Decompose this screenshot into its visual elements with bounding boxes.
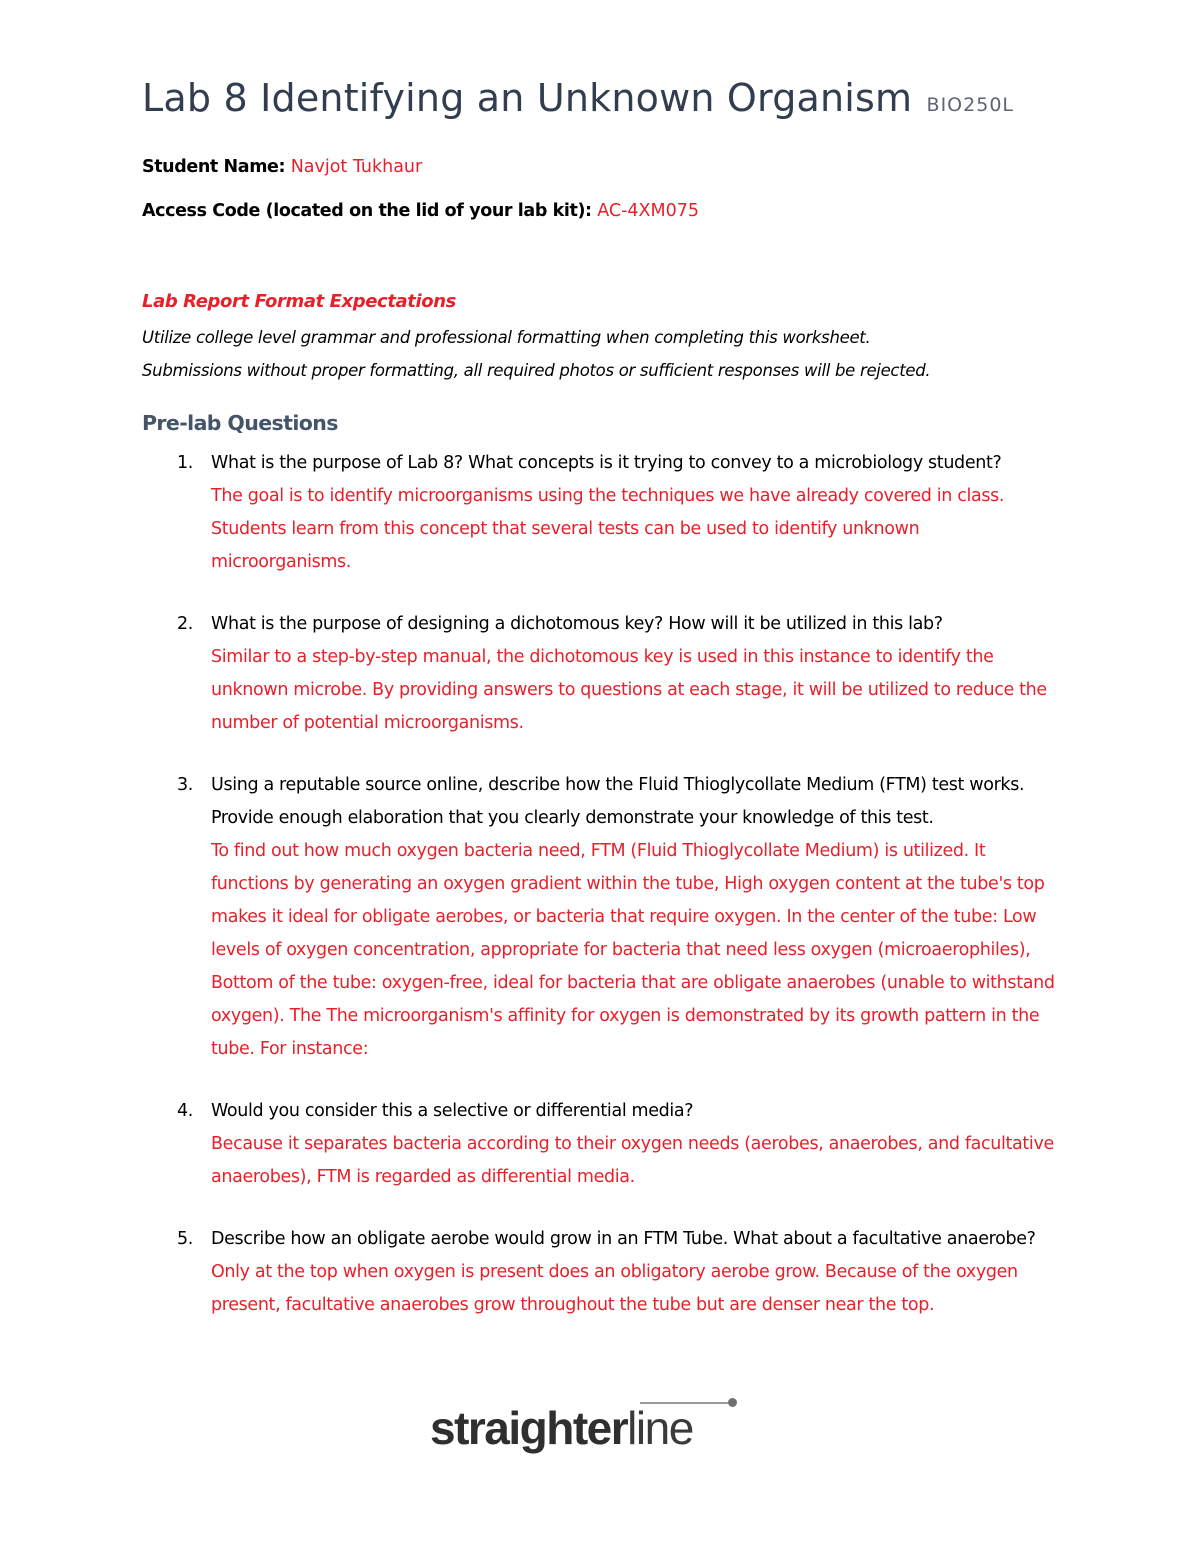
answer-text: Similar to a step-by-step manual, the dichotomous key is used in this instance to identify the unknown microbe. By providing answers to questions at each stage, it will be utilized to reduce the number of potential microorganisms. [211, 647, 1047, 733]
question-text: Using a reputable source online, describe how the Fluid Thioglycollate Medium (FTM) test works. Provide enough elaboration that you clearly demonstrate your knowledge of this test. [211, 775, 1025, 828]
document-title [142, 70, 1062, 133]
access-code-label: Access Code (located on the lid of your lab kit): [142, 201, 592, 221]
question-text: What is the purpose of Lab 8? What concepts is it trying to convey to a microbiology student? [211, 453, 1002, 473]
question-item-3 [142, 769, 1062, 1066]
question-text: Would you consider this a selective or differential media? [211, 1101, 694, 1121]
question-item-1 [142, 447, 1062, 579]
question-number: 4. [177, 1101, 193, 1121]
student-name-label: Student Name: [142, 157, 286, 177]
access-code-value: AC-4XM075 [597, 201, 700, 221]
prelab-question-list [142, 447, 1062, 1322]
course-code: BIO250L [926, 94, 1014, 116]
answer-text: Only at the top when oxygen is present does an obligatory aerobe grow. Because of the oxygen present, facultative anaerobes grow throughout the tube but are denser near the top. [211, 1262, 1018, 1315]
question-number: 2. [177, 614, 193, 634]
question-text: Describe how an obligate aerobe would grow in an FTM Tube. What about a facultative anaerobe? [211, 1229, 1036, 1249]
prelab-heading: Pre-lab Questions [142, 411, 338, 435]
question-number: 5. [177, 1229, 193, 1249]
format-expectations-line-1: Utilize college level grammar and professional formatting when completing this worksheet. [142, 328, 871, 347]
question-number: 1. [177, 453, 193, 473]
answer-text: To find out how much oxygen bacteria need, FTM (Fluid Thioglycollate Medium) is utilized. It functions by generating an oxygen gradient within the tube, High oxygen content at the tube's top makes it ideal for obligate aerobes, or bacteria that require oxygen. In the center of the tube: Low levels of oxygen concentration, appropriate for bacteria that need less oxygen (microaerophiles), Bottom of the tube: oxygen-free, ideal for bacteria that are obligate anaerobes (unable to withstand oxygen). The The microorganism's affinity for oxygen is demonstrated by its growth pattern in the tube. For instance: [211, 841, 1055, 1059]
question-item-5 [142, 1223, 1062, 1322]
logo-bold-part: straighter [430, 1402, 628, 1454]
straighterline-logo [430, 1392, 770, 1462]
question-text: What is the purpose of designing a dichotomous key? How will it be utilized in this lab? [211, 614, 943, 634]
question-item-2 [142, 608, 1062, 740]
logo-wordmark [430, 1400, 693, 1456]
access-code-line [142, 199, 1062, 223]
worksheet-page [142, 70, 1062, 1351]
question-number: 3. [177, 775, 193, 795]
logo-accent-dot [728, 1398, 737, 1407]
answer-text: Because it separates bacteria according to their oxygen needs (aerobes, anaerobes, and facultative anaerobes), FTM is regarded as differential media. [211, 1134, 1054, 1187]
student-name-value: Navjot Tukhaur [290, 157, 423, 177]
format-expectations-heading: Lab Report Format Expectations [142, 291, 456, 312]
format-expectations-line-2: Submissions without proper formatting, all required photos or sufficient responses will be rejected. [142, 361, 931, 380]
answer-text: The goal is to identify microorganisms using the techniques we have already covered in class. Students learn from this concept that several tests can be used to identify unknown microorganisms. [211, 486, 1005, 572]
logo-light-part: line [627, 1402, 693, 1454]
format-expectations-text [142, 321, 1062, 387]
title-text: Lab 8 Identifying an Unknown Organism [142, 76, 913, 120]
question-item-4 [142, 1095, 1062, 1194]
student-name-line [142, 155, 1062, 179]
